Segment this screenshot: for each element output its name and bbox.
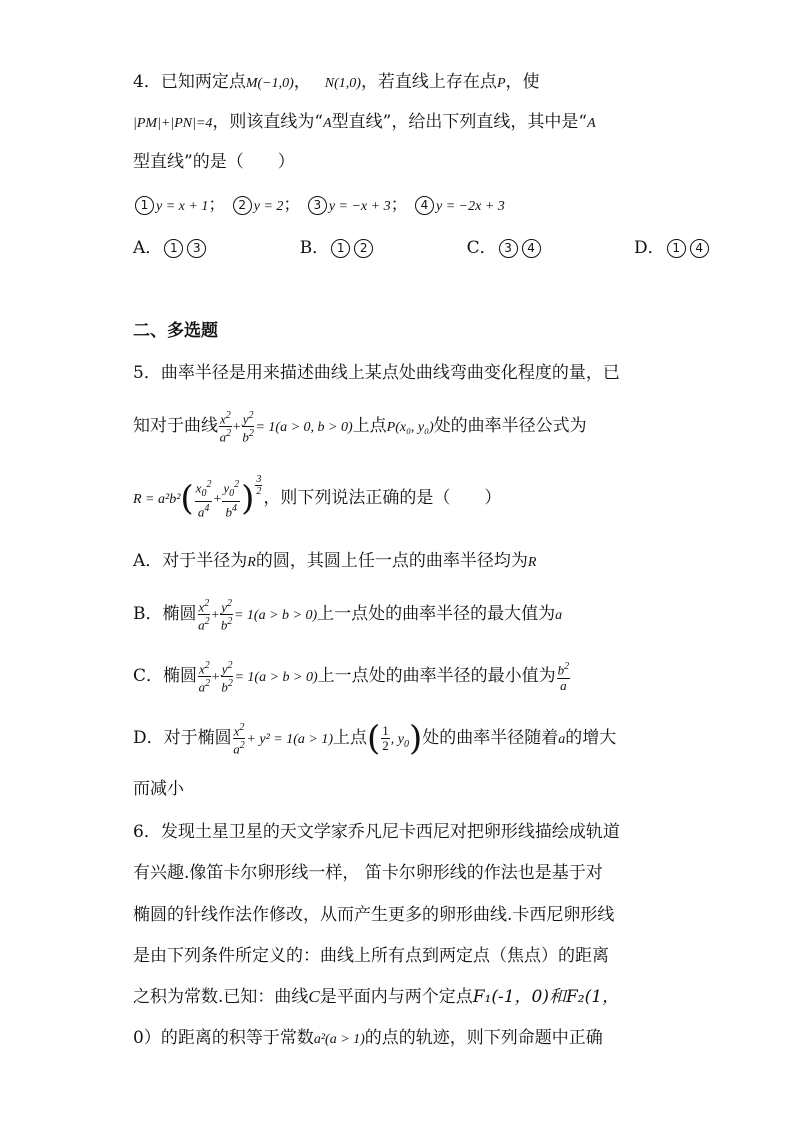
q5-option-c[interactable]: C．椭圆 $\frac{x^2}{a^2}$ + $\frac{y^2}{b^2}$ = 1(a > b > 0)上一点处的曲率半径的最小值为 $\frac{b^2}{a}$: [133, 659, 570, 695]
q5-line1: 5．曲率半径是用来描述曲线上某点处曲线弯曲变化程度的量，已: [133, 363, 620, 383]
option-a[interactable]: A． 1 3: [133, 238, 208, 258]
q4-options: [133, 236, 711, 260]
q6-line5: 之积为常数.已知：曲线C是平面内与两个定点F₁(-1，0)和F₂(1，: [133, 987, 620, 1007]
q5-option-a[interactable]: A．对于半径为R的圆，其圆上任一点的曲率半径均为R: [133, 551, 537, 571]
q5-line2: 知对于曲线 $\frac{x^2}{a^2}$ + $\frac{y^2}{b^2}$ = 1(a > 0, b > 0)上点P(x₀, y₀)处的曲率半径公式为: [133, 409, 587, 445]
q6-line3: 椭圆的针线作法作修改，从而产生更多的卵形曲线.卡西尼卵形线: [133, 905, 615, 925]
circled-number: 4: [415, 196, 434, 215]
q4-items: 1 y = x + 1； 2 y = 2； 3 y = −x + 3； 4 y = −2x + 3: [133, 193, 505, 219]
q5-option-b[interactable]: B．椭圆 $\frac{x^2}{a^2}$ + $\frac{y^2}{b^2}$ = 1(a > b > 0)上一点处的曲率半径的最大值为a: [133, 597, 563, 633]
q6-line2: 有兴趣.像笛卡尔卵形线一样， 笛卡尔卵形线的作法也是基于对: [133, 863, 603, 883]
q4-line1: 4．已知两定点M(−1,0)， N(1,0)，若直线上存在点P，使: [133, 72, 540, 92]
q4-line3: 型直线”的是（ ）: [133, 152, 295, 172]
q5-option-d[interactable]: D．对于椭圆 $\frac{x^2}{a^2}$ + y² = 1(a > 1)上点( $\frac{1}{2}$ , $y_0$)处的曲率半径随着a的增大: [133, 718, 617, 759]
section-heading: 二、多选题: [133, 321, 218, 341]
circled-number: 2: [233, 196, 252, 215]
q4-line2: |PM|+|PN|=4，则该直线为“A型直线”，给出下列直线，其中是“A: [133, 112, 596, 132]
option-c[interactable]: C． 3 4: [467, 238, 543, 258]
q6-line4: 是由下列条件所定义的：曲线上所有点到两定点（焦点）的距离: [133, 946, 609, 966]
q5-option-d-cont: 而减小: [133, 779, 184, 799]
circled-number: 1: [135, 196, 154, 215]
option-d[interactable]: D． 1 4: [634, 238, 711, 258]
option-b[interactable]: B． 1 2: [300, 238, 376, 258]
circled-number: 3: [308, 196, 327, 215]
q6-line1: 6．发现土星卫星的天文学家乔凡尼卡西尼对把卵形线描绘成轨道: [133, 822, 620, 842]
q6-line6: 0）的距离的积等于常数a²(a > 1)的点的轨迹，则下列命题中正确: [133, 1028, 603, 1048]
q5-formula-line: R = a²b²( $\frac{x_0^2}{a^4}$ + $\frac{y_0^2}{b^4}$ ) $\frac{3}{2}$ ，则下列说法正确的是（ ）: [133, 474, 502, 520]
